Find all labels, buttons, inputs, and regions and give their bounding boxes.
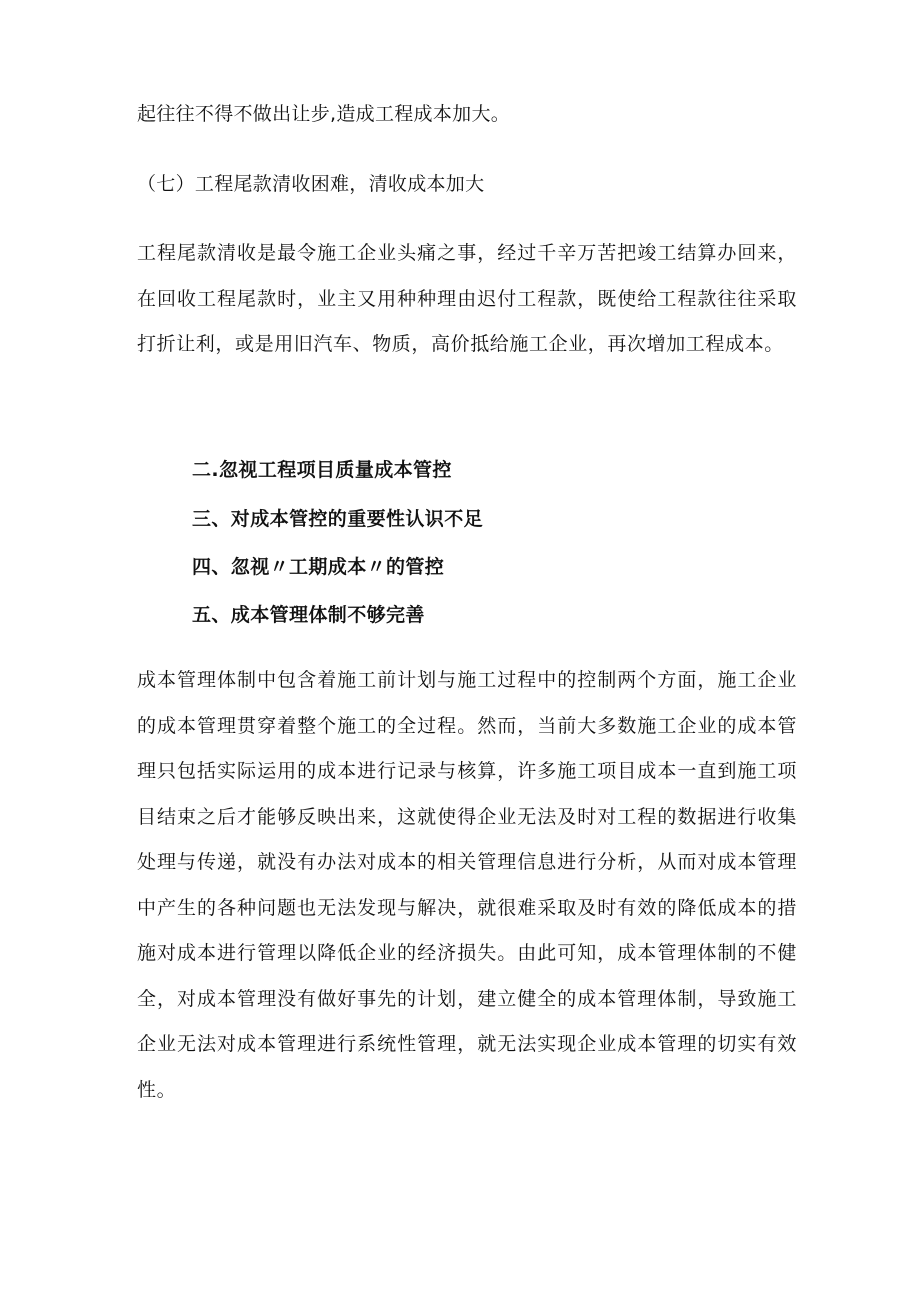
- heading-quality-cost: 二.忽视工程项目质量成本管控: [192, 459, 452, 481]
- heading-management-system: 五、成本管理体制不够完善: [192, 604, 425, 626]
- intro-line: 起往往不得不做出让步,造成工程成本加大。: [137, 103, 511, 125]
- subsection-title: （七）工程尾款清收困难，清收成本加大: [137, 173, 485, 195]
- heading-schedule-cost: 四、忽视〃工期成本〃的管控: [192, 556, 445, 578]
- paragraph-tail-payment: 工程尾款清收是最令施工企业头痛之事，经过千辛万苦把竣工结算办回来，在回收工程尾款时，业主又用种种理由迟付工程款，既使给工程款往往采取打折让利，或是用旧汽车、物质，高价抵给施工企业，再次增加工程成本。: [137, 242, 797, 355]
- paragraph-management-system: 成本管理体制中包含着施工前计划与施工过程中的控制两个方面，施工企业的成本管理贯穿着整个施工的全过程。然而，当前大多数施工企业的成本管理只包括实际运用的成本进行记录与核算，许多施工项目成本一直到施工项目结束之后才能够反映出来，这就使得企业无法及时对工程的数据进行收集处理与传递，就没有办法对成本的相关管理信息进行分析，从而对成本管理中产生的各种问题也无法发现与解决，就很难采取及时有效的降低成本的措施对成本进行管理以降低企业的经济损失。由此可知，成本管理体制的不健全，对成本管理没有做好事先的计划，建立健全的成本管理体制，导致施工企业无法对成本管理进行系统性管理，就无法实现企业成本管理的切实有效性。: [137, 669, 797, 1101]
- heading-importance-awareness: 三、对成本管控的重要性认识不足: [192, 508, 484, 530]
